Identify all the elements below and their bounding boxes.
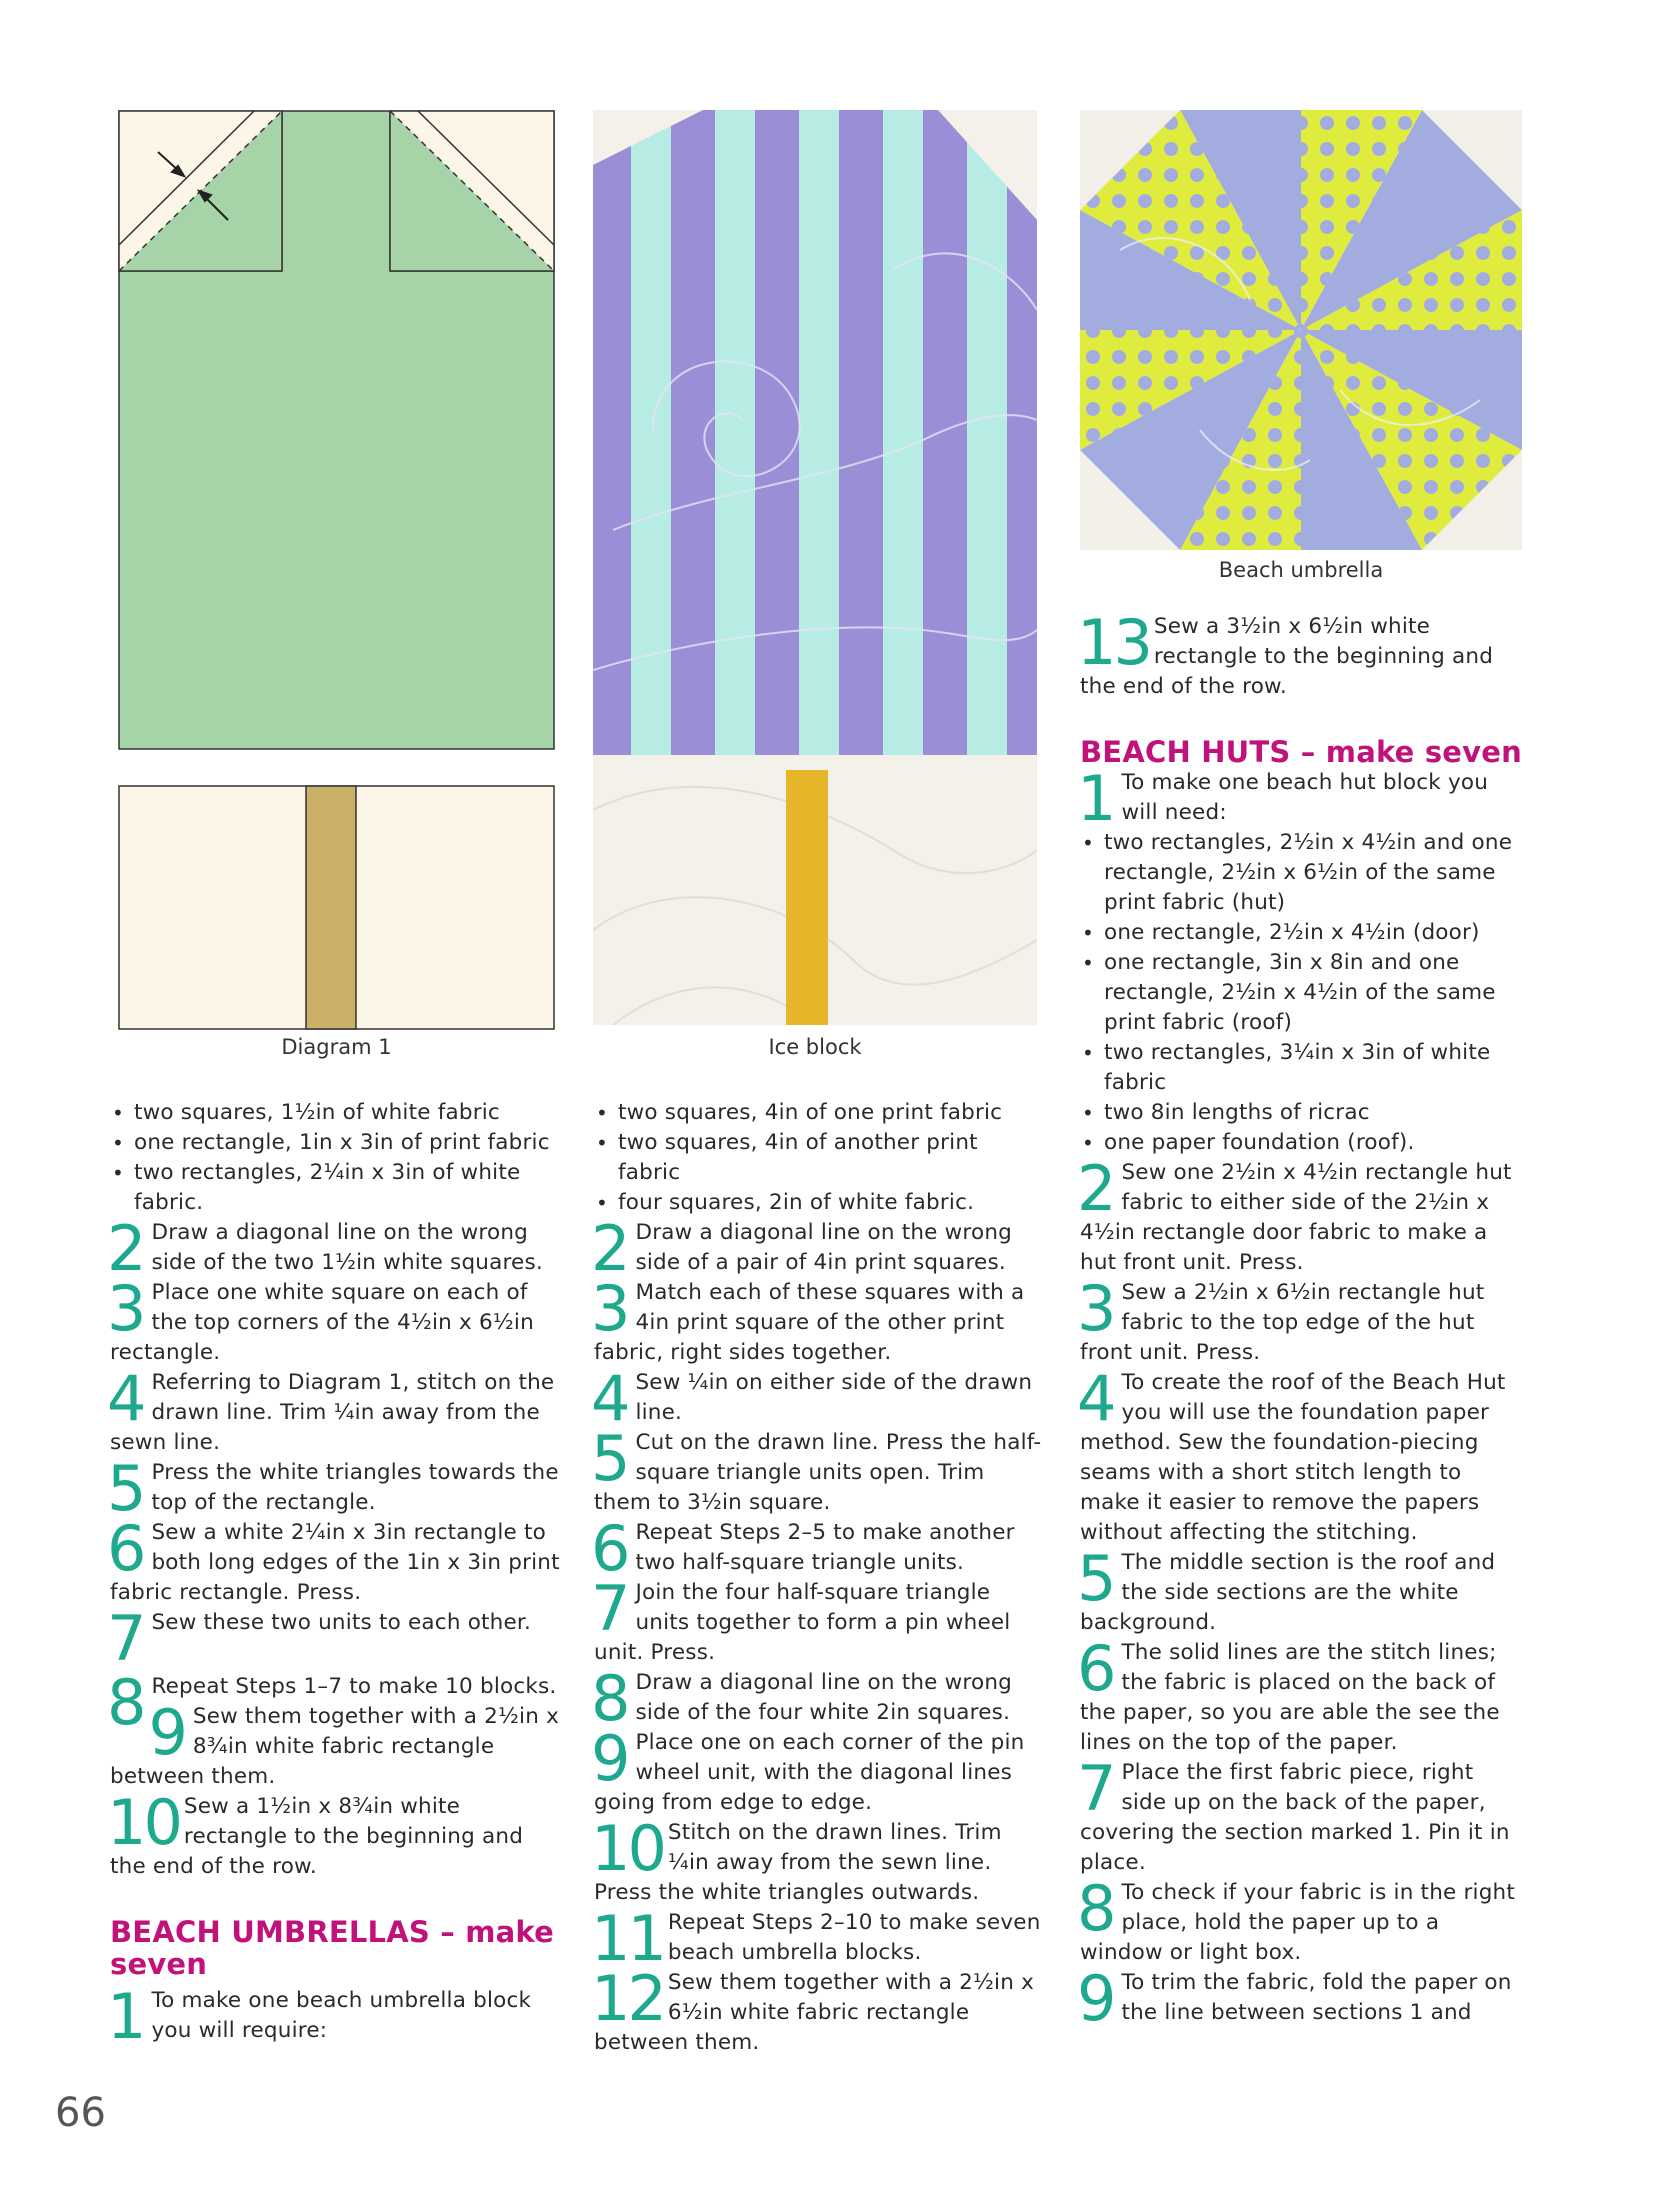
step-text: Draw a diagonal line on the wrong side of the four white 2in squares. [635, 1670, 1013, 1725]
step-number: 9 [148, 1696, 185, 1769]
step-13 [1077, 606, 1525, 702]
step-text: Referring to Diagram 1, stitch on the drawn line. Trim ¼in away from the sewn line. [110, 1370, 555, 1455]
step-6 [1077, 1632, 1525, 1758]
step-text: Draw a diagonal line on the wrong side of a pair of 4in print squares. [635, 1220, 1013, 1275]
step-number: 5 [1077, 1542, 1114, 1615]
step-text: Cut on the drawn line. Press the half-square triangle units open. Trim them to 3½in square. [594, 1430, 1042, 1515]
step-number: 1 [107, 1980, 144, 2053]
step-8 [591, 1662, 1044, 1735]
step-text: Repeat Steps 2–5 to make another two half-square triangle units. [635, 1520, 1015, 1575]
step-number: 8 [107, 1666, 144, 1739]
step-text: To make one beach umbrella block you will require: [151, 1988, 532, 2043]
step-11 [591, 1902, 1044, 1975]
diagram-caption: Diagram 1 [281, 1035, 392, 1059]
step-number: 4 [1077, 1362, 1114, 1435]
step-number: 2 [107, 1212, 144, 1285]
list-item: • one rectangle, 2½in x 4½in (door) [1080, 918, 1525, 948]
step-number: 10 [591, 1812, 664, 1885]
list-item: • four squares, 2in of white fabric. [594, 1188, 1044, 1218]
step-number: 8 [591, 1662, 628, 1735]
step-6 [591, 1512, 1044, 1585]
step-number: 2 [591, 1212, 628, 1285]
list-item: • one paper foundation (roof). [1080, 1128, 1525, 1158]
step-6 [107, 1512, 560, 1608]
step-text: Place the first fabric piece, right side up on the back of the paper, covering the section marked 1. Pin it in place. [1080, 1760, 1510, 1875]
beach-umbrella-photo [1080, 110, 1522, 550]
step-text: Sew them together with a 2½in x 6½in white fabric rectangle between them. [594, 1970, 1035, 2055]
umbrella-caption: Beach umbrella [1218, 558, 1384, 582]
step-text: To make one beach hut block you will need: [1121, 770, 1489, 825]
step-text: The solid lines are the stitch lines; the fabric is placed on the back of the paper, so you are able the see the lines on the top of the paper. [1080, 1640, 1500, 1755]
step-2 [1077, 1152, 1525, 1278]
column-2 [591, 1098, 1044, 2058]
step-number: 4 [591, 1362, 628, 1435]
step-text: Sew a 3½in x 6½in white rectangle to the beginning and the end of the row. [1080, 614, 1494, 699]
step-text: Sew these two units to each other. [151, 1610, 532, 1635]
step-7 [591, 1572, 1044, 1668]
step-number: 5 [591, 1422, 628, 1495]
step-number: 6 [591, 1512, 628, 1585]
list-item: • two rectangles, 2¼in x 3in of white fabric. [110, 1158, 560, 1218]
column-1 [107, 1098, 560, 2053]
step-number: 3 [591, 1272, 628, 1345]
step-2 [591, 1212, 1044, 1285]
step-text: Stitch on the drawn lines. Trim ¼in away from the sewn line. Press the white triangles outwards. [594, 1820, 1002, 1905]
step-5 [591, 1422, 1044, 1518]
list-item: • two rectangles, 3¼in x 3in of white fabric [1080, 1038, 1525, 1098]
step-7 [1077, 1752, 1525, 1878]
diagram-1-top [118, 110, 555, 750]
step-text: Repeat Steps 1–7 to make 10 blocks. [151, 1674, 557, 1699]
step-1 [1077, 762, 1525, 835]
step-number: 1 [1077, 762, 1114, 835]
list-item: • two squares, 4in of one print fabric [594, 1098, 1044, 1128]
step-number: 11 [591, 1902, 664, 1975]
step-8 [1077, 1872, 1525, 1968]
beach-hut-materials-list [1080, 828, 1525, 1158]
step-3 [591, 1272, 1044, 1368]
step-text: Join the four half-square triangle units together to form a pin wheel unit. Press. [594, 1580, 1011, 1665]
step-text: Place one white square on each of the top corners of the 4½in x 6½in rectangle. [110, 1280, 534, 1365]
step-number: 13 [1077, 606, 1150, 679]
step-5 [107, 1452, 560, 1525]
ice-caption: Ice block [768, 1035, 862, 1059]
step-number: 4 [107, 1362, 144, 1435]
step-text: Place one on each corner of the pin wheel unit, with the diagonal lines going from edge to edge. [594, 1730, 1025, 1815]
step-7 [107, 1602, 560, 1675]
step-text: To create the roof of the Beach Hut you will use the foundation paper method. Sew the foundation-piecing seams with a short stitch length to make it easier to remove the papers without affecting the stitching. [1080, 1370, 1506, 1545]
step-number: 6 [1077, 1632, 1114, 1705]
step-number: 10 [107, 1786, 180, 1859]
step-4 [107, 1362, 560, 1458]
list-item: • one rectangle, 3in x 8in and one rectangle, 2½in x 4½in of the same print fabric (roof) [1080, 948, 1525, 1038]
step-5 [1077, 1542, 1525, 1638]
umbrella-materials-list [110, 1098, 560, 1218]
step-text: To trim the fabric, fold the paper on the line between sections 1 and [1121, 1970, 1512, 2025]
step-text: Sew ¼in on either side of the drawn line. [635, 1370, 1033, 1425]
column-3 [1077, 606, 1525, 2035]
step-number: 3 [1077, 1272, 1114, 1345]
step-12 [591, 1962, 1044, 2058]
page-number: 66 [55, 2090, 106, 2136]
ice-materials-list [594, 1098, 1044, 1218]
step-number: 7 [591, 1572, 628, 1645]
diagram-1-bottom [118, 785, 555, 1030]
step-9 [110, 1696, 560, 1792]
step-1 [107, 1980, 560, 2053]
step-number: 7 [1077, 1752, 1114, 1825]
step-text: The middle section is the roof and the side sections are the white background. [1080, 1550, 1496, 1635]
step-3 [107, 1272, 560, 1368]
step-number: 9 [591, 1722, 628, 1795]
step-9 [591, 1722, 1044, 1818]
step-number: 8 [1077, 1872, 1114, 1945]
list-item: • one rectangle, 1in x 3in of print fabric [110, 1128, 560, 1158]
section-heading-beach-huts: BEACH HUTS – make seven [1080, 735, 1522, 769]
step-text: Draw a diagonal line on the wrong side of the two 1½in white squares. [151, 1220, 543, 1275]
list-item: • two squares, 1½in of white fabric [110, 1098, 560, 1128]
step-10 [591, 1812, 1044, 1908]
step-text: Match each of these squares with a 4in print square of the other print fabric, right sides together. [594, 1280, 1025, 1365]
step-text: Sew them together with a 2½in x 8¾in white fabric rectangle between them. [110, 1704, 560, 1789]
step-number: 12 [591, 1962, 664, 2035]
step-text: To check if your fabric is in the right place, hold the paper up to a window or light box. [1080, 1880, 1515, 1965]
ice-block-photo [593, 110, 1037, 1025]
step-number: 5 [107, 1452, 144, 1525]
list-item: • two squares, 4in of another print fabric [594, 1128, 1044, 1188]
step-text: Sew a white 2¼in x 3in rectangle to both long edges of the 1in x 3in print fabric rectangle. Press. [110, 1520, 560, 1605]
step-text: Sew a 1½in x 8¾in white rectangle to the beginning and the end of the row. [110, 1794, 524, 1879]
step-text: Press the white triangles towards the top of the rectangle. [151, 1460, 559, 1515]
list-item: • two 8in lengths of ricrac [1080, 1098, 1525, 1128]
step-text: Sew a 2½in x 6½in rectangle hut fabric to the top edge of the hut front unit. Press. [1080, 1280, 1485, 1365]
step-text: Sew one 2½in x 4½in rectangle hut fabric to either side of the 2½in x 4½in rectangle door fabric to make a hut front unit. Press. [1080, 1160, 1512, 1275]
step-9 [1077, 1962, 1525, 2035]
step-number: 7 [107, 1602, 144, 1675]
section-heading-umbrellas: BEACH UMBRELLAS – make seven [110, 1915, 555, 1981]
list-item: • two rectangles, 2½in x 4½in and one rectangle, 2½in x 6½in of the same print fabric (hut) [1080, 828, 1525, 918]
step-3 [1077, 1272, 1525, 1368]
step-4 [591, 1362, 1044, 1435]
step-number: 6 [107, 1512, 144, 1585]
step-2 [107, 1212, 560, 1285]
step-number: 3 [107, 1272, 144, 1345]
step-10 [107, 1786, 560, 1882]
step-number: 9 [1077, 1962, 1114, 2035]
step-4 [1077, 1362, 1525, 1548]
step-text: Repeat Steps 2–10 to make seven beach umbrella blocks. [667, 1910, 1041, 1965]
step-number: 2 [1077, 1152, 1114, 1225]
